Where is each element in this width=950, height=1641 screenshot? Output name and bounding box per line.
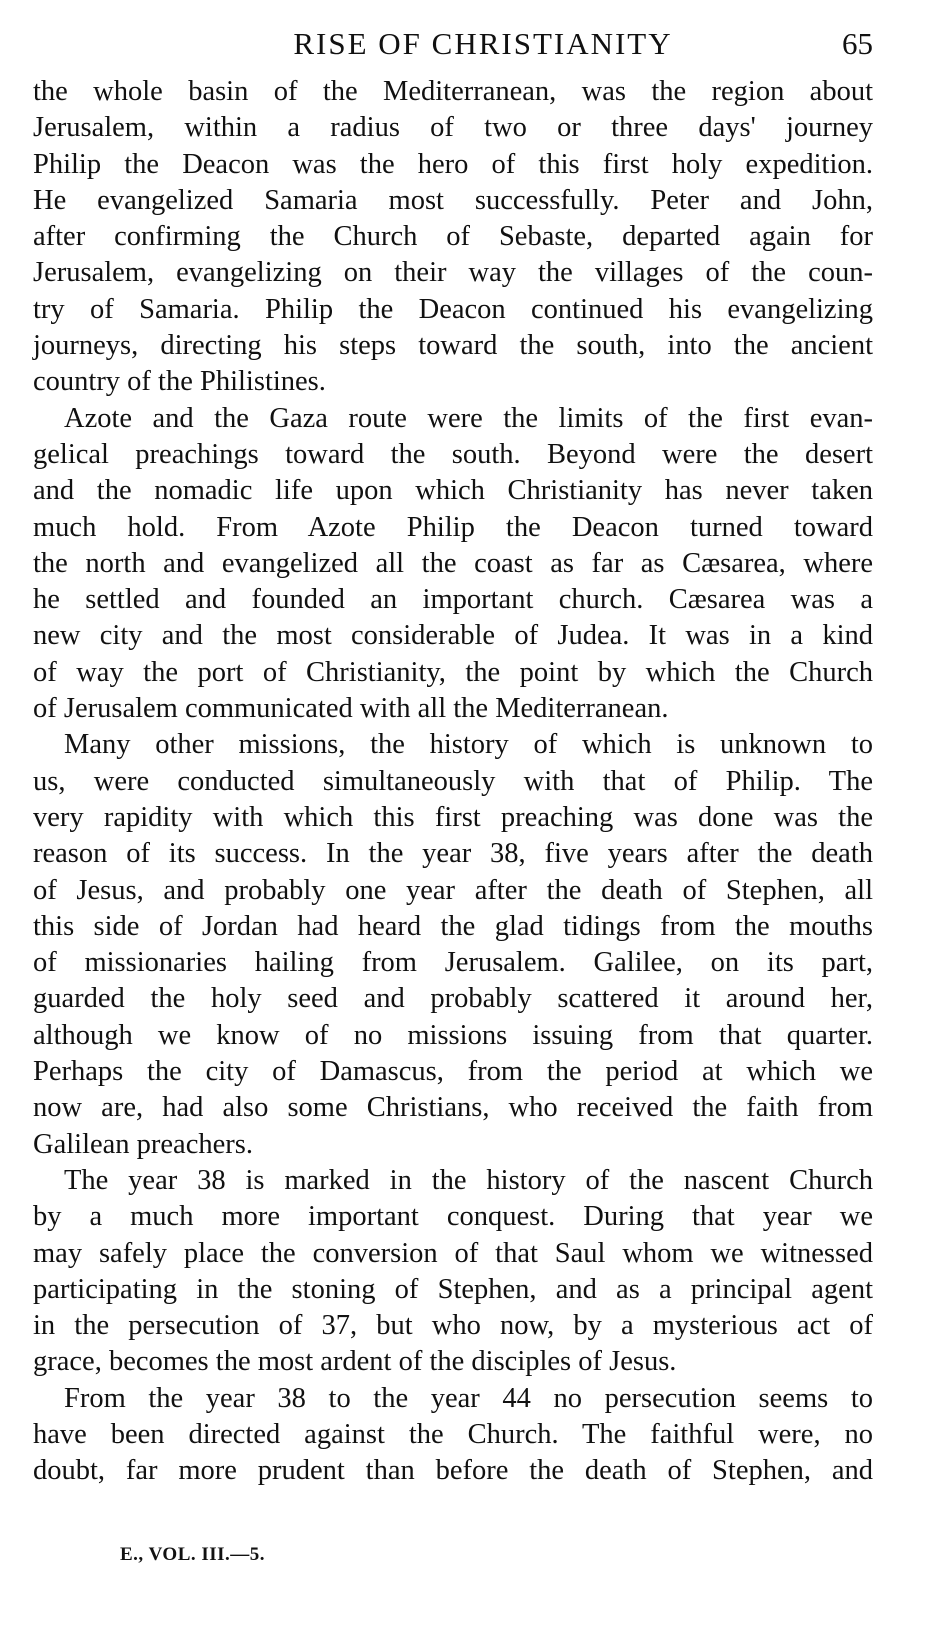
text-line: grace, becomes the most ardent of the disciples of Jesus.: [33, 1346, 677, 1378]
text-line: now are, had also some Christians, who received the faith from: [33, 1092, 873, 1124]
paragraph: [33, 74, 873, 401]
text-line: participating in the stoning of Stephen, and as a principal agent: [33, 1273, 873, 1305]
text-line: the whole basin of the Mediterranean, was the region about: [33, 76, 873, 107]
text-line: gelical preachings toward the south. Beyond were the desert: [33, 438, 873, 470]
text-line: after confirming the Church of Sebaste, departed again for: [33, 221, 873, 253]
text-line: Jerusalem, evangelizing on their way the villages of the coun-: [33, 257, 873, 289]
running-head: [33, 18, 873, 74]
text-line: very rapidity with which this first preaching was done was the: [33, 801, 873, 833]
text-line: us, were conducted simultaneously with that of Philip. The: [33, 765, 873, 797]
text-line: although we know of no missions issuing from that quarter.: [33, 1019, 873, 1051]
text-line: Perhaps the city of Damascus, from the period at which we: [33, 1056, 873, 1088]
text-line: he settled and founded an important church. Cæsarea was a: [33, 584, 873, 616]
text-line: doubt, far more prudent than before the death of Stephen, and: [33, 1455, 873, 1487]
text-line: and the nomadic life upon which Christianity has never taken: [33, 475, 873, 507]
paragraph: [33, 1381, 873, 1490]
text-line: The year 38 is marked in the history of the nascent Church: [64, 1164, 873, 1196]
text-line: of way the port of Christianity, the point by which the Church: [33, 656, 873, 688]
page-number: 65: [842, 26, 873, 61]
text-line: of Jerusalem communicated with all the Mediterranean.: [33, 693, 669, 725]
text-line: this side of Jordan had heard the glad tidings from the mouths: [33, 910, 873, 942]
text-line: Azote and the Gaza route were the limits of the first evan-: [64, 402, 873, 434]
text-line: He evangelized Samaria most successfully. Peter and John,: [33, 184, 873, 216]
book-page: [33, 18, 873, 1490]
text-line: journeys, directing his steps toward the south, into the ancient: [33, 330, 873, 362]
text-line: Jerusalem, within a radius of two or three days' journey: [33, 112, 873, 144]
paragraph: [33, 727, 873, 1163]
text-line: new city and the most considerable of Judea. It was in a kind: [33, 620, 873, 652]
text-line: Philip the Deacon was the hero of this first holy expedition.: [33, 148, 873, 180]
paragraph: [33, 401, 873, 728]
text-line: reason of its success. In the year 38, five years after the death: [33, 838, 873, 870]
text-line: of Jesus, and probably one year after the death of Stephen, all: [33, 874, 873, 906]
text-line: try of Samaria. Philip the Deacon continued his evangelizing: [33, 293, 873, 325]
text-line: country of the Philistines.: [33, 366, 326, 398]
signature-mark: E., VOL. III.—5.: [120, 1544, 266, 1565]
text-line: guarded the holy seed and probably scattered it around her,: [33, 983, 873, 1015]
running-title: RISE OF CHRISTIANITY: [293, 26, 673, 61]
text-line: may safely place the conversion of that Saul whom we witnessed: [33, 1237, 873, 1269]
text-line: in the persecution of 37, but who now, by a mysterious act of: [33, 1310, 873, 1342]
paragraph: [33, 1163, 873, 1381]
text-line: much hold. From Azote Philip the Deacon turned toward: [33, 511, 873, 543]
text-line: the north and evangelized all the coast as far as Cæsarea, where: [33, 547, 873, 579]
text-line: by a much more important conquest. During that year we: [33, 1201, 873, 1233]
body-text: [33, 74, 873, 1490]
text-line: From the year 38 to the year 44 no persecution seems to: [64, 1382, 873, 1414]
text-line: have been directed against the Church. The faithful were, no: [33, 1418, 873, 1450]
text-line: Many other missions, the history of which is unknown to: [64, 729, 873, 761]
text-line: Galilean preachers.: [33, 1128, 253, 1160]
text-line: of missionaries hailing from Jerusalem. Galilee, on its part,: [33, 947, 873, 979]
